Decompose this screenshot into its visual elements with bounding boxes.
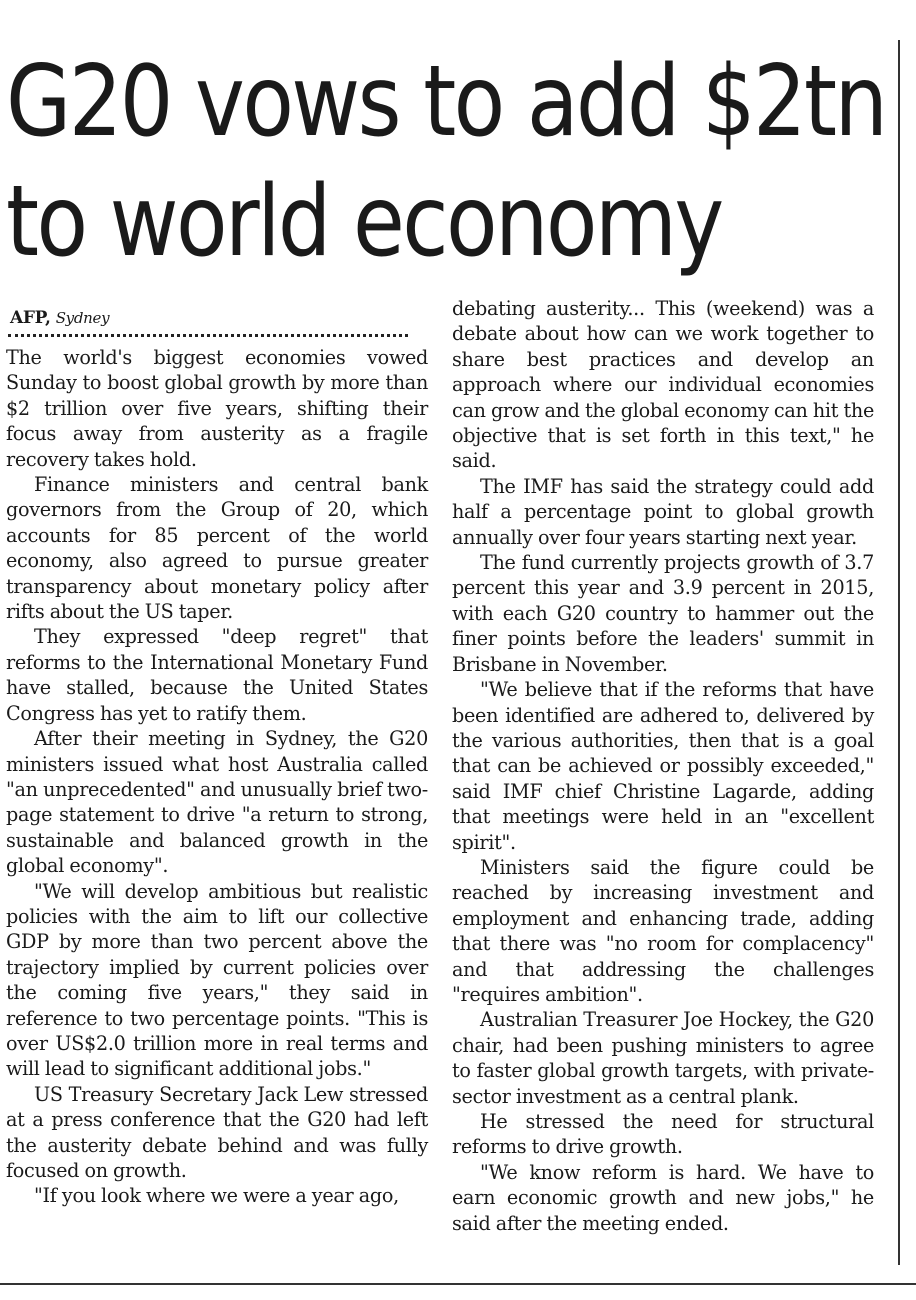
headline-line-2: to world economy — [6, 165, 722, 279]
paragraph: The world's biggest economies vowed Sunday to boost global growth by more than $2 trillion over five years, shifting their focus away from austerity as a fragile recovery takes hold. — [6, 346, 428, 471]
paragraph: The fund currently projects growth of 3.7 percent this year and 3.9 percent in 2015, with each G20 country to hammer out the finer points before the leaders' summit in Brisbane in November. — [452, 551, 874, 676]
headline — [6, 42, 886, 282]
paragraph: US Treasury Secretary Jack Lew stressed at a press conference that the G20 had left the austerity debate behind and was fully focused on growth. — [6, 1082, 428, 1182]
headline-line-1: G20 vows to add $2tn — [6, 45, 886, 159]
paragraph: The IMF has said the strategy could add half a percentage point to global growth annually over four years starting next year. — [452, 474, 874, 549]
paragraph: Australian Treasurer Joe Hockey, the G20 chair, had been pushing ministers to agree to faster global growth targets, with private-sector investment as a central plank. — [452, 1008, 874, 1108]
paragraph: Ministers said the figure could be reached by increasing investment and employment and enhancing trade, adding that there was "no room for complacency" and that addressing the challenges "requires ambition". — [452, 855, 874, 1006]
bottom-rule — [0, 1283, 916, 1285]
paragraph: Finance ministers and central bank governors from the Group of 20, which accounts for 85 percent of the world economy, also agreed to pursue greater transparency about monetary policy after rifts about the US taper. — [6, 473, 428, 624]
right-column — [452, 296, 874, 1236]
column-divider-right — [898, 40, 900, 1265]
paragraph: He stressed the need for structural reforms to drive growth. — [452, 1110, 874, 1159]
paragraph: They expressed "deep regret" that reforms to the International Monetary Fund have stalled, because the United States Congress has yet to ratify them. — [6, 625, 428, 725]
paragraph: "We know reform is hard. We have to earn economic growth and new jobs," he said after the meeting ended. — [452, 1160, 874, 1235]
paragraph: "If you look where we were a year ago, — [34, 1184, 399, 1208]
left-column — [6, 296, 428, 1209]
paragraph: After their meeting in Sydney, the G20 ministers issued what host Australia called "an unprecedented" and unusually brief two-page statement to drive "a return to strong, sustainable and balanced growth in the global economy". — [6, 727, 428, 878]
paragraph-continued: debating austerity... This (weekend) was a debate about how can we work together to share best practices and develop an approach where our individual economies can grow and the global economy can hit the objective that is set forth in this text," he said. — [452, 297, 874, 473]
byline-place: Sydney — [55, 309, 110, 327]
paragraph: "We believe that if the reforms that have been identified are adhered to, delivered by the various authorities, then that is a goal that can be achieved or possibly exceeded," said IMF chief Christine Lagarde, adding that meetings were held in an "excellent spirit". — [452, 678, 874, 854]
byline-agency: AFP, — [10, 308, 51, 328]
byline-dotted-rule — [8, 334, 408, 337]
paragraph: "We will develop ambitious but realistic policies with the aim to lift our collective GDP by more than two percent above the trajectory implied by current policies over the coming five years," they said in reference to two percentage points. "This is over US$2.0 trillion more in real terms and will lead to significant additional jobs." — [6, 879, 428, 1081]
byline — [6, 306, 428, 334]
